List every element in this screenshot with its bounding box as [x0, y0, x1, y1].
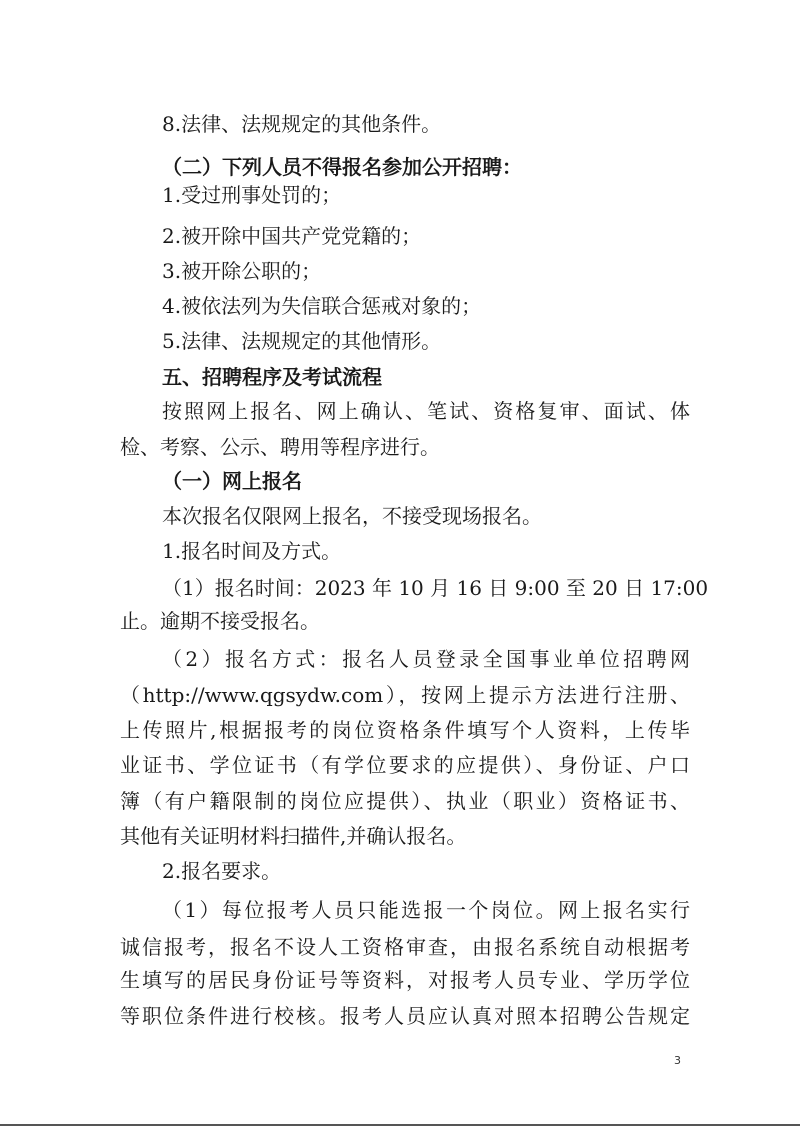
text-line: 止。逾期不接受报名。: [120, 609, 320, 633]
text-line: 1.报名时间及方式。: [162, 539, 342, 563]
text-line: 检、考察、公示、聘用等程序进行。: [120, 435, 440, 459]
text-line: 五、招聘程序及考试流程: [162, 365, 382, 389]
text-line: （http://www.qgsydw.com），按网上提示方法进行注册、: [120, 683, 690, 707]
text-line: 5.法律、法规规定的其他情形。: [162, 329, 442, 353]
text-line: 生填写的居民身份证号等资料，对报考人员专业、学历学位: [120, 968, 690, 992]
text-line: 本次报名仅限网上报名，不接受现场报名。: [162, 504, 542, 528]
text-line: （二）下列人员不得报名参加公开招聘：: [162, 155, 522, 179]
text-line: 其他有关证明材料扫描件,并确认报名。: [120, 824, 467, 848]
text-line: （一）网上报名: [162, 469, 302, 493]
text-line: 1.受过刑事处罚的；: [162, 183, 342, 207]
text-line: 2.被开除中国共产党党籍的；: [162, 224, 422, 248]
text-line: 上传照片,根据报考的岗位资格条件填写个人资料，上传毕: [120, 718, 690, 742]
text-line: 2.报名要求。: [162, 859, 282, 883]
text-line: 诚信报考，报名不设人工资格审查，由报名系统自动根据考: [120, 935, 690, 959]
text-line: 按照网上报名、网上确认、笔试、资格复审、面试、体: [162, 399, 690, 423]
text-line: 3.被开除公职的；: [162, 259, 322, 283]
page-number: 3: [674, 1054, 681, 1067]
text-line: （1）报名时间：2023 年 10 月 16 日 9:00 至 20 日 17:00: [162, 576, 709, 600]
text-line: 业证书、学位证书（有学位要求的应提供）、身份证、户口: [120, 753, 690, 777]
text-line: （2）报名方式：报名人员登录全国事业单位招聘网: [162, 647, 690, 671]
text-line: 4.被依法列为失信联合惩戒对象的；: [162, 294, 482, 318]
text-line: 8.法律、法规规定的其他条件。: [162, 112, 442, 136]
page-bottom-edge: [0, 1124, 800, 1126]
text-line: 等职位条件进行校核。报考人员应认真对照本招聘公告规定: [120, 1004, 690, 1028]
text-line: （1）每位报考人员只能选报一个岗位。网上报名实行: [162, 898, 690, 922]
text-line: 簿（有户籍限制的岗位应提供）、执业（职业）资格证书、: [120, 789, 690, 813]
